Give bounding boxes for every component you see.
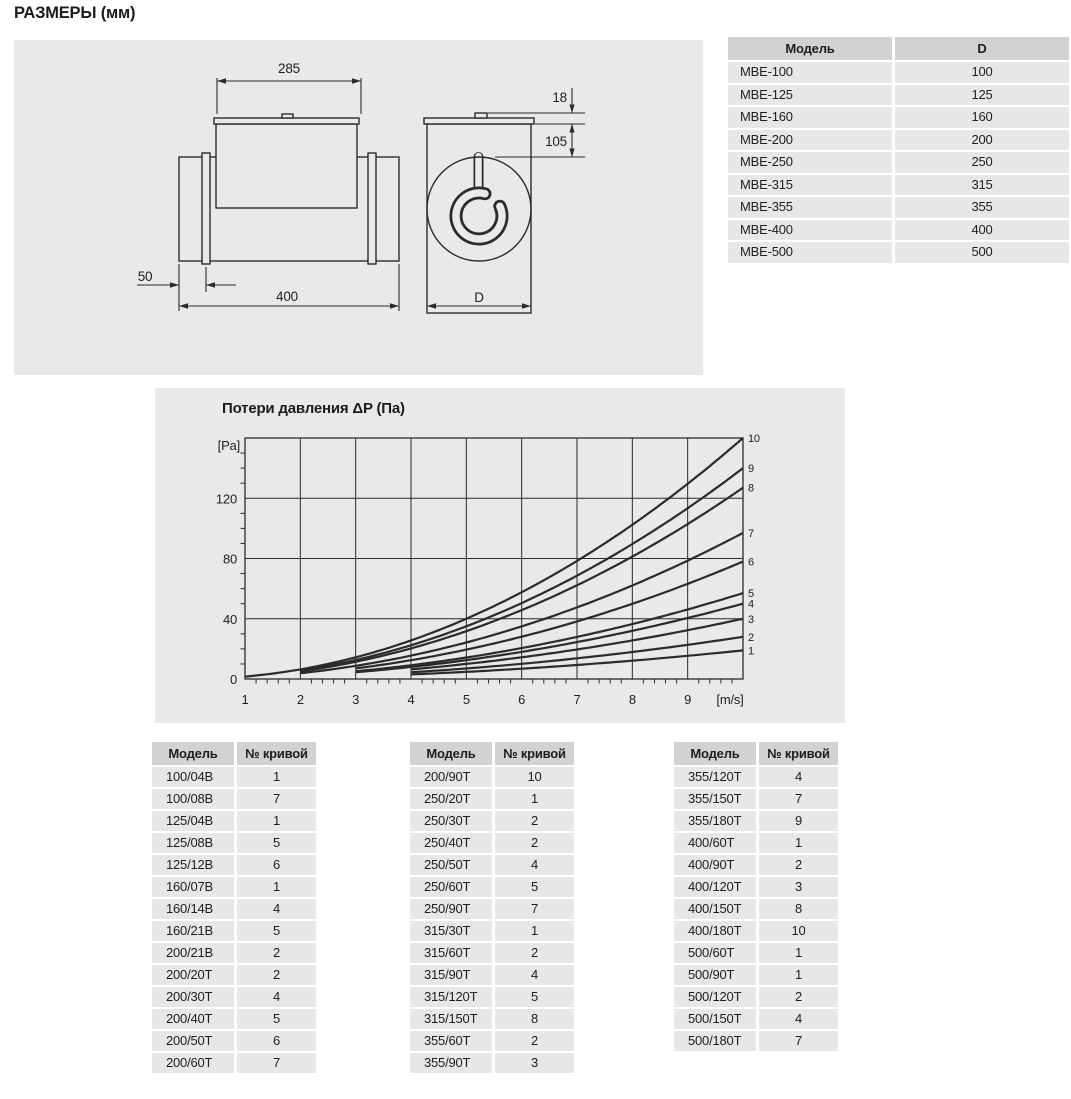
table-cell-value: 4 bbox=[759, 767, 838, 787]
table-cell-value: 5 bbox=[237, 921, 316, 941]
table-cell-value: 2 bbox=[495, 811, 574, 831]
table-cell-value: 2 bbox=[495, 943, 574, 963]
svg-text:4: 4 bbox=[407, 692, 415, 707]
curve-table-3 bbox=[674, 742, 838, 1051]
table-cell-value: 5 bbox=[495, 877, 574, 897]
chart-curve-label-9: 9 bbox=[748, 463, 754, 476]
table-cell-value: 1 bbox=[759, 833, 838, 853]
table-cell-model: 200/90Т bbox=[410, 767, 492, 787]
table-cell-model: 160/21В bbox=[152, 921, 234, 941]
side-view bbox=[424, 113, 534, 313]
table-cell-value: 125 bbox=[895, 85, 1069, 106]
models-dimension-table bbox=[728, 37, 1069, 263]
right-flange bbox=[368, 153, 376, 264]
table-cell-model: 200/40Т bbox=[152, 1009, 234, 1029]
table-cell-value: 250 bbox=[895, 152, 1069, 173]
table-cell-model: 500/120Т bbox=[674, 987, 756, 1007]
chart-curve-label-3: 3 bbox=[748, 613, 754, 626]
table-cell-model: 315/30Т bbox=[410, 921, 492, 941]
chart-curve-label-6: 6 bbox=[748, 556, 754, 569]
dimensions-drawing bbox=[14, 40, 703, 375]
table-cell-model: 500/180Т bbox=[674, 1031, 756, 1051]
table-cell-value: 2 bbox=[237, 965, 316, 985]
table-cell-value: 5 bbox=[237, 833, 316, 853]
table-cell-model: МВЕ-100 bbox=[728, 62, 892, 83]
table-cell-value: 200 bbox=[895, 130, 1069, 151]
chart-curve-labels bbox=[748, 433, 760, 657]
table-cell-value: 3 bbox=[759, 877, 838, 897]
table-cell-model: 400/180Т bbox=[674, 921, 756, 941]
table-cell-model: МВЕ-200 bbox=[728, 130, 892, 151]
svg-text:7: 7 bbox=[573, 692, 581, 707]
pressure-loss-chart bbox=[155, 388, 845, 723]
curve-table-header-model: Модель bbox=[152, 742, 234, 765]
curve-table-2 bbox=[410, 742, 574, 1073]
table-cell-value: 2 bbox=[237, 943, 316, 963]
table-cell-model: 200/30Т bbox=[152, 987, 234, 1007]
table-cell-value: 6 bbox=[237, 1031, 316, 1051]
table-cell-value: 3 bbox=[495, 1053, 574, 1073]
table-cell-model: 125/12В bbox=[152, 855, 234, 875]
table-cell-model: МВЕ-315 bbox=[728, 175, 892, 196]
table-cell-value: 7 bbox=[237, 789, 316, 809]
curve-table-header-curve: № кривой bbox=[495, 742, 574, 765]
table-cell-model: 160/07В bbox=[152, 877, 234, 897]
chart-curves bbox=[245, 438, 743, 677]
models-table-header-d: D bbox=[895, 37, 1069, 60]
svg-text:0: 0 bbox=[229, 672, 237, 687]
table-cell-model: 355/90Т bbox=[410, 1053, 492, 1073]
table-cell-value: 10 bbox=[495, 767, 574, 787]
terminal-box bbox=[216, 124, 357, 208]
dim-flange-offset-label: 50 bbox=[137, 269, 153, 284]
chart-title: Потери давления ΔP (Па) bbox=[222, 400, 405, 417]
table-cell-value: 315 bbox=[895, 175, 1069, 196]
svg-text:8: 8 bbox=[628, 692, 636, 707]
dim-lid-height-label: 18 bbox=[552, 90, 567, 105]
table-cell-model: 400/150Т bbox=[674, 899, 756, 919]
svg-text:6: 6 bbox=[518, 692, 526, 707]
table-cell-model: 400/90Т bbox=[674, 855, 756, 875]
dim-diameter-label: D bbox=[474, 290, 484, 305]
table-cell-value: 1 bbox=[237, 767, 316, 787]
table-cell-value: 1 bbox=[759, 943, 838, 963]
table-cell-model: 125/08В bbox=[152, 833, 234, 853]
table-cell-value: 2 bbox=[759, 855, 838, 875]
terminal-box-lid bbox=[214, 118, 359, 124]
table-cell-model: 250/50Т bbox=[410, 855, 492, 875]
table-cell-value: 9 bbox=[759, 811, 838, 831]
table-cell-value: 2 bbox=[495, 833, 574, 853]
table-cell-value: 7 bbox=[759, 789, 838, 809]
svg-text:[m/s]: [m/s] bbox=[716, 692, 744, 707]
chart-curve-label-5: 5 bbox=[748, 588, 754, 601]
table-cell-model: 500/90Т bbox=[674, 965, 756, 985]
svg-text:[Pa]: [Pa] bbox=[217, 438, 240, 453]
svg-text:1: 1 bbox=[241, 692, 249, 707]
table-cell-model: 355/150Т bbox=[674, 789, 756, 809]
table-cell-value: 160 bbox=[895, 107, 1069, 128]
table-cell-value: 500 bbox=[895, 242, 1069, 263]
table-cell-model: МВЕ-500 bbox=[728, 242, 892, 263]
table-cell-value: 100 bbox=[895, 62, 1069, 83]
table-cell-value: 6 bbox=[237, 855, 316, 875]
side-nub bbox=[475, 113, 487, 118]
table-cell-model: 500/60Т bbox=[674, 943, 756, 963]
table-cell-value: 1 bbox=[237, 811, 316, 831]
table-cell-model: 355/180Т bbox=[674, 811, 756, 831]
table-cell-model: МВЕ-250 bbox=[728, 152, 892, 173]
table-cell-model: 400/60Т bbox=[674, 833, 756, 853]
dim-box-width-label: 285 bbox=[278, 61, 300, 76]
chart-curve-label-4: 4 bbox=[748, 598, 754, 611]
table-cell-value: 7 bbox=[495, 899, 574, 919]
table-cell-value: 4 bbox=[237, 899, 316, 919]
page-title: РАЗМЕРЫ (мм) bbox=[14, 4, 136, 22]
dim-length-label: 400 bbox=[276, 289, 298, 304]
table-cell-value: 4 bbox=[237, 987, 316, 1007]
svg-text:3: 3 bbox=[352, 692, 360, 707]
dim-top-offset-label: 105 bbox=[545, 134, 567, 149]
curve-table-header-curve: № кривой bbox=[237, 742, 316, 765]
table-cell-model: 250/90Т bbox=[410, 899, 492, 919]
table-cell-model: 500/150Т bbox=[674, 1009, 756, 1029]
table-cell-value: 355 bbox=[895, 197, 1069, 218]
table-cell-model: 160/14В bbox=[152, 899, 234, 919]
svg-text:9: 9 bbox=[684, 692, 692, 707]
table-cell-model: 400/120Т bbox=[674, 877, 756, 897]
left-flange bbox=[202, 153, 210, 264]
table-cell-value: 4 bbox=[759, 1009, 838, 1029]
table-cell-model: 100/08В bbox=[152, 789, 234, 809]
table-cell-model: 250/30Т bbox=[410, 811, 492, 831]
table-cell-model: 125/04В bbox=[152, 811, 234, 831]
chart-curve-label-10: 10 bbox=[748, 433, 760, 445]
table-cell-model: 250/60Т bbox=[410, 877, 492, 897]
pressure-loss-chart-panel bbox=[155, 388, 845, 723]
table-cell-model: 200/60Т bbox=[152, 1053, 234, 1073]
svg-text:5: 5 bbox=[462, 692, 470, 707]
table-cell-model: 355/60Т bbox=[410, 1031, 492, 1051]
front-view bbox=[179, 114, 399, 264]
table-cell-value: 4 bbox=[495, 965, 574, 985]
table-cell-value: 2 bbox=[759, 987, 838, 1007]
table-cell-model: 315/150Т bbox=[410, 1009, 492, 1029]
table-cell-model: 315/90Т bbox=[410, 965, 492, 985]
table-cell-value: 5 bbox=[237, 1009, 316, 1029]
curve-table-1 bbox=[152, 742, 316, 1073]
terminal-box-nub bbox=[282, 114, 293, 118]
chart-curve-label-7: 7 bbox=[748, 527, 754, 540]
table-cell-model: 200/21В bbox=[152, 943, 234, 963]
table-cell-model: МВЕ-355 bbox=[728, 197, 892, 218]
table-cell-value: 7 bbox=[759, 1031, 838, 1051]
svg-text:80: 80 bbox=[222, 551, 237, 567]
table-cell-model: МВЕ-125 bbox=[728, 85, 892, 106]
chart-curve-label-8: 8 bbox=[748, 482, 754, 495]
table-cell-value: 1 bbox=[495, 921, 574, 941]
table-cell-value: 400 bbox=[895, 220, 1069, 241]
curve-table-header-model: Модель bbox=[410, 742, 492, 765]
table-cell-value: 8 bbox=[495, 1009, 574, 1029]
table-cell-model: 200/20Т bbox=[152, 965, 234, 985]
svg-text:40: 40 bbox=[222, 611, 237, 627]
table-cell-value: 4 bbox=[495, 855, 574, 875]
table-cell-model: 250/20Т bbox=[410, 789, 492, 809]
chart-curve-10 bbox=[245, 438, 743, 677]
chart-curve-label-2: 2 bbox=[748, 631, 754, 644]
element-ring-fill bbox=[456, 193, 502, 239]
curve-table-header-model: Модель bbox=[674, 742, 756, 765]
table-cell-model: 100/04В bbox=[152, 767, 234, 787]
table-cell-value: 1 bbox=[759, 965, 838, 985]
svg-text:2: 2 bbox=[296, 692, 304, 707]
table-cell-value: 7 bbox=[237, 1053, 316, 1073]
table-cell-model: МВЕ-400 bbox=[728, 220, 892, 241]
table-cell-value: 10 bbox=[759, 921, 838, 941]
table-cell-model: 250/40Т bbox=[410, 833, 492, 853]
table-cell-model: 200/50Т bbox=[152, 1031, 234, 1051]
curve-table-header-curve: № кривой bbox=[759, 742, 838, 765]
table-cell-model: 315/60Т bbox=[410, 943, 492, 963]
side-lid bbox=[424, 118, 534, 124]
table-cell-value: 1 bbox=[495, 789, 574, 809]
table-cell-model: МВЕ-160 bbox=[728, 107, 892, 128]
dimensions-drawing-panel bbox=[14, 40, 703, 375]
table-cell-value: 2 bbox=[495, 1031, 574, 1051]
table-cell-value: 8 bbox=[759, 899, 838, 919]
table-cell-model: 315/120Т bbox=[410, 987, 492, 1007]
svg-text:120: 120 bbox=[215, 491, 237, 507]
models-table-header-model: Модель bbox=[728, 37, 892, 60]
table-cell-value: 5 bbox=[495, 987, 574, 1007]
table-cell-value: 1 bbox=[237, 877, 316, 897]
table-cell-model: 355/120Т bbox=[674, 767, 756, 787]
chart-curve-label-1: 1 bbox=[748, 645, 754, 658]
